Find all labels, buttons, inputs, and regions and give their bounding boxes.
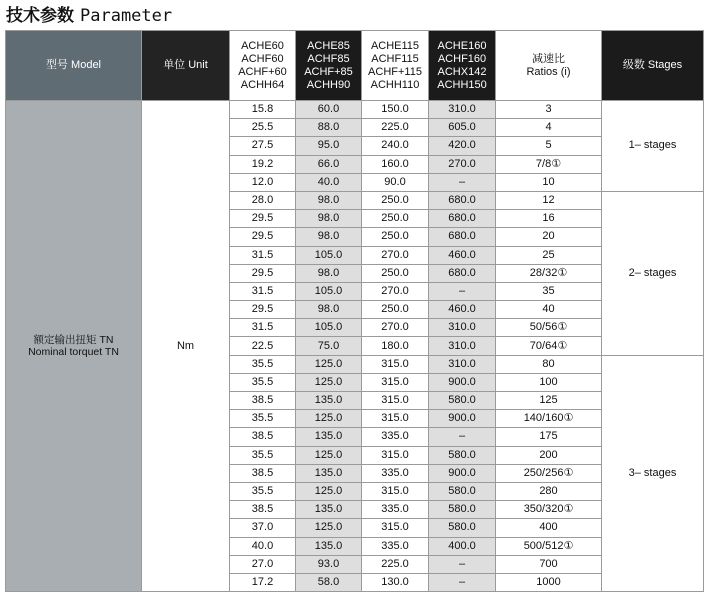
ratio-cell: 1000 [496, 573, 602, 591]
page-title [6, 3, 172, 29]
value-cell-series-1: 40.0 [230, 537, 296, 555]
value-cell-series-1: 25.5 [230, 119, 296, 137]
ratio-cell: 100 [496, 373, 602, 391]
ratio-cell: 35 [496, 282, 602, 300]
value-cell-series-1: 12.0 [230, 173, 296, 191]
value-cell-series-3: 315.0 [362, 482, 429, 500]
value-cell-series-2: 98.0 [296, 191, 362, 209]
ratio-cell: 250/256① [496, 464, 602, 482]
value-cell-series-1: 38.5 [230, 428, 296, 446]
ratio-cell: 10 [496, 173, 602, 191]
value-cell-series-4: 310.0 [429, 319, 496, 337]
value-cell-series-4: – [429, 173, 496, 191]
ratio-cell: 175 [496, 428, 602, 446]
stage-group-cell: 3– stages [602, 355, 704, 591]
value-cell-series-3: 270.0 [362, 319, 429, 337]
value-cell-series-4: – [429, 573, 496, 591]
value-cell-series-4: 580.0 [429, 392, 496, 410]
value-cell-series-1: 38.5 [230, 501, 296, 519]
value-cell-series-3: 270.0 [362, 246, 429, 264]
value-cell-series-1: 38.5 [230, 464, 296, 482]
table-row [6, 101, 704, 119]
value-cell-series-4: 900.0 [429, 410, 496, 428]
value-cell-series-4: 580.0 [429, 519, 496, 537]
value-cell-series-3: 315.0 [362, 410, 429, 428]
ratio-cell: 3 [496, 101, 602, 119]
value-cell-series-1: 27.5 [230, 137, 296, 155]
value-cell-series-3: 335.0 [362, 537, 429, 555]
value-cell-series-3: 270.0 [362, 282, 429, 300]
stage-group-cell: 1– stages [602, 101, 704, 192]
ratio-cell: 16 [496, 210, 602, 228]
value-cell-series-3: 250.0 [362, 264, 429, 282]
value-cell-series-2: 135.0 [296, 501, 362, 519]
value-cell-series-4: 310.0 [429, 355, 496, 373]
value-cell-series-4: 580.0 [429, 446, 496, 464]
value-cell-series-1: 35.5 [230, 482, 296, 500]
title-en: Parameter [80, 6, 173, 26]
value-cell-series-2: 98.0 [296, 301, 362, 319]
value-cell-series-3: 315.0 [362, 392, 429, 410]
ratio-cell: 28/32① [496, 264, 602, 282]
parameter-name-cn: 额定输出扭矩 TN [33, 334, 114, 347]
ratio-cell: 280 [496, 482, 602, 500]
table-header-row [6, 31, 704, 101]
value-cell-series-2: 135.0 [296, 537, 362, 555]
value-cell-series-2: 40.0 [296, 173, 362, 191]
value-cell-series-2: 135.0 [296, 392, 362, 410]
value-cell-series-4: 460.0 [429, 246, 496, 264]
value-cell-series-2: 105.0 [296, 282, 362, 300]
ratio-cell: 500/512① [496, 537, 602, 555]
value-cell-series-4: 900.0 [429, 373, 496, 391]
ratio-cell: 700 [496, 555, 602, 573]
header-series-2: ACHE85 ACHF85 ACHF+85 ACHH90 [296, 31, 362, 101]
value-cell-series-2: 60.0 [296, 101, 362, 119]
value-cell-series-1: 35.5 [230, 410, 296, 428]
stage-group-cell: 2– stages [602, 191, 704, 355]
header-series-1: ACHE60 ACHF60 ACHF+60 ACHH64 [230, 31, 296, 101]
value-cell-series-2: 88.0 [296, 119, 362, 137]
value-cell-series-1: 37.0 [230, 519, 296, 537]
ratio-cell: 125 [496, 392, 602, 410]
value-cell-series-3: 225.0 [362, 119, 429, 137]
value-cell-series-1: 31.5 [230, 282, 296, 300]
value-cell-series-1: 35.5 [230, 446, 296, 464]
value-cell-series-3: 90.0 [362, 173, 429, 191]
value-cell-series-3: 315.0 [362, 446, 429, 464]
value-cell-series-3: 225.0 [362, 555, 429, 573]
ratio-cell: 20 [496, 228, 602, 246]
ratio-cell: 5 [496, 137, 602, 155]
ratio-cell: 25 [496, 246, 602, 264]
value-cell-series-2: 125.0 [296, 410, 362, 428]
value-cell-series-2: 135.0 [296, 428, 362, 446]
header-series-3: ACHE115 ACHF115 ACHF+115 ACHH110 [362, 31, 429, 101]
value-cell-series-3: 315.0 [362, 355, 429, 373]
ratio-cell: 140/160① [496, 410, 602, 428]
value-cell-series-1: 17.2 [230, 573, 296, 591]
unit-cell: Nm [142, 101, 230, 592]
title-cn: 技术参数 [6, 6, 74, 26]
value-cell-series-4: 680.0 [429, 264, 496, 282]
value-cell-series-1: 31.5 [230, 319, 296, 337]
value-cell-series-2: 125.0 [296, 373, 362, 391]
value-cell-series-4: 460.0 [429, 301, 496, 319]
value-cell-series-1: 29.5 [230, 301, 296, 319]
parameter-table [5, 30, 704, 592]
value-cell-series-1: 29.5 [230, 210, 296, 228]
value-cell-series-3: 335.0 [362, 501, 429, 519]
value-cell-series-4: 605.0 [429, 119, 496, 137]
value-cell-series-2: 105.0 [296, 319, 362, 337]
value-cell-series-4: – [429, 428, 496, 446]
value-cell-series-3: 250.0 [362, 301, 429, 319]
value-cell-series-3: 130.0 [362, 573, 429, 591]
value-cell-series-4: 420.0 [429, 137, 496, 155]
header-model: 型号 Model [6, 31, 142, 101]
value-cell-series-2: 125.0 [296, 446, 362, 464]
value-cell-series-4: 900.0 [429, 464, 496, 482]
value-cell-series-2: 125.0 [296, 355, 362, 373]
ratio-cell: 4 [496, 119, 602, 137]
value-cell-series-1: 19.2 [230, 155, 296, 173]
value-cell-series-3: 335.0 [362, 428, 429, 446]
header-ratio: 减速比 Ratios (i) [496, 31, 602, 101]
ratio-cell: 200 [496, 446, 602, 464]
value-cell-series-3: 180.0 [362, 337, 429, 355]
value-cell-series-1: 28.0 [230, 191, 296, 209]
value-cell-series-2: 135.0 [296, 464, 362, 482]
value-cell-series-1: 38.5 [230, 392, 296, 410]
ratio-cell: 350/320① [496, 501, 602, 519]
value-cell-series-3: 250.0 [362, 228, 429, 246]
value-cell-series-1: 29.5 [230, 264, 296, 282]
value-cell-series-2: 95.0 [296, 137, 362, 155]
value-cell-series-4: 680.0 [429, 228, 496, 246]
value-cell-series-4: – [429, 282, 496, 300]
value-cell-series-4: 310.0 [429, 337, 496, 355]
ratio-cell: 50/56① [496, 319, 602, 337]
ratio-cell: 400 [496, 519, 602, 537]
value-cell-series-2: 66.0 [296, 155, 362, 173]
value-cell-series-2: 58.0 [296, 573, 362, 591]
value-cell-series-3: 315.0 [362, 519, 429, 537]
value-cell-series-2: 98.0 [296, 210, 362, 228]
value-cell-series-4: 580.0 [429, 482, 496, 500]
value-cell-series-3: 240.0 [362, 137, 429, 155]
value-cell-series-1: 22.5 [230, 337, 296, 355]
header-unit: 单位 Unit [142, 31, 230, 101]
value-cell-series-1: 27.0 [230, 555, 296, 573]
value-cell-series-4: 310.0 [429, 101, 496, 119]
ratio-cell: 70/64① [496, 337, 602, 355]
value-cell-series-3: 335.0 [362, 464, 429, 482]
value-cell-series-2: 125.0 [296, 519, 362, 537]
value-cell-series-3: 250.0 [362, 191, 429, 209]
value-cell-series-4: 580.0 [429, 501, 496, 519]
value-cell-series-3: 160.0 [362, 155, 429, 173]
value-cell-series-1: 35.5 [230, 355, 296, 373]
value-cell-series-3: 150.0 [362, 101, 429, 119]
value-cell-series-2: 98.0 [296, 264, 362, 282]
ratio-cell: 12 [496, 191, 602, 209]
value-cell-series-3: 250.0 [362, 210, 429, 228]
value-cell-series-1: 35.5 [230, 373, 296, 391]
parameter-name-cell [6, 101, 142, 592]
ratio-cell: 40 [496, 301, 602, 319]
header-stages: 级数 Stages [602, 31, 704, 101]
ratio-cell: 7/8① [496, 155, 602, 173]
value-cell-series-4: 270.0 [429, 155, 496, 173]
parameter-name-en: Nominal torquet TN [28, 346, 119, 359]
value-cell-series-3: 315.0 [362, 373, 429, 391]
header-series-4: ACHE160 ACHF160 ACHX142 ACHH150 [429, 31, 496, 101]
value-cell-series-2: 98.0 [296, 228, 362, 246]
value-cell-series-2: 75.0 [296, 337, 362, 355]
value-cell-series-1: 15.8 [230, 101, 296, 119]
value-cell-series-2: 93.0 [296, 555, 362, 573]
value-cell-series-4: 680.0 [429, 210, 496, 228]
value-cell-series-4: 400.0 [429, 537, 496, 555]
value-cell-series-4: 680.0 [429, 191, 496, 209]
value-cell-series-4: – [429, 555, 496, 573]
value-cell-series-2: 125.0 [296, 482, 362, 500]
value-cell-series-2: 105.0 [296, 246, 362, 264]
ratio-cell: 80 [496, 355, 602, 373]
value-cell-series-1: 29.5 [230, 228, 296, 246]
value-cell-series-1: 31.5 [230, 246, 296, 264]
